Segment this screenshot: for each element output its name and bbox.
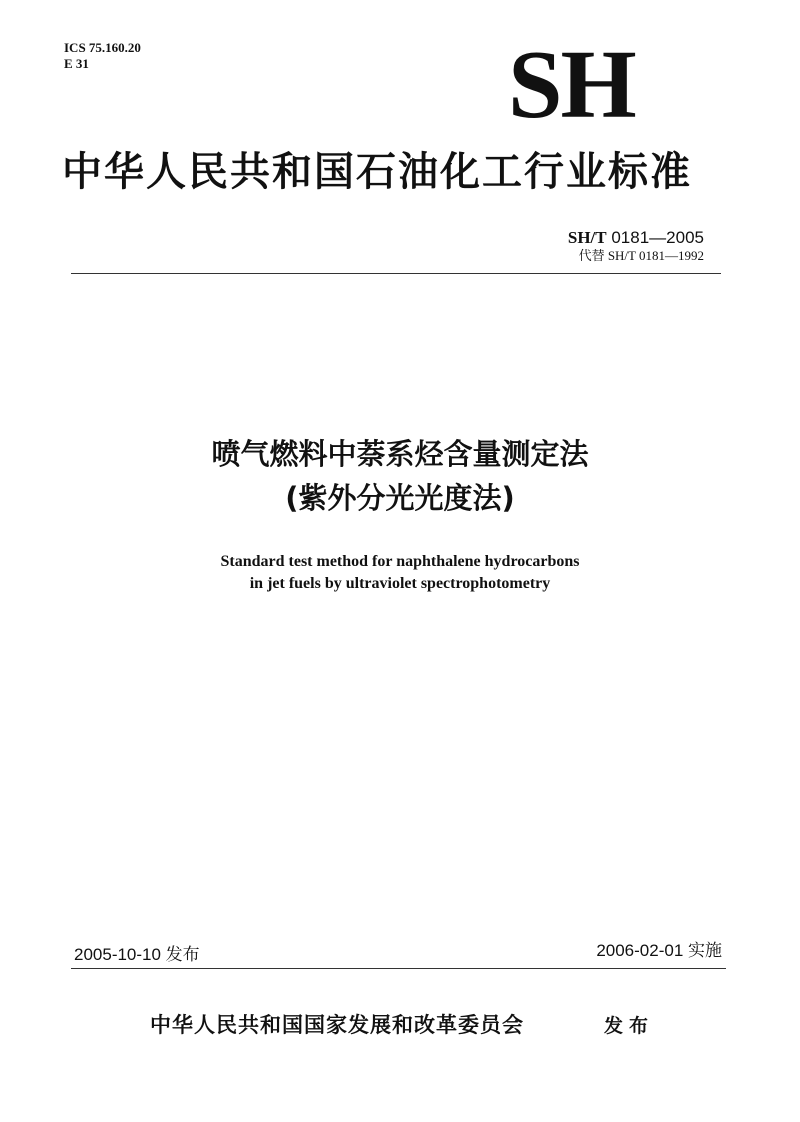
top-divider: [71, 273, 721, 274]
english-title-line-2: in jet fuels by ultraviolet spectrophotometry: [249, 575, 551, 592]
publisher: 中华人民共和国国家发展和改革委员会: [150, 1013, 524, 1037]
ccs-code: E 31: [64, 56, 89, 71]
sh-logo: SH: [508, 31, 635, 139]
publish-label: 发布: [604, 1015, 655, 1037]
organization-title: 中华人民共和国石油化工行业标准: [62, 149, 692, 195]
standard-number-block: [568, 228, 704, 264]
bottom-divider: [71, 968, 726, 969]
replaces-standard: 代替 SH/T 0181—1992: [578, 248, 704, 263]
standard-number: [568, 228, 704, 248]
issue-date: 2005-10-10 发布: [74, 945, 200, 964]
standard-code: 0181—2005: [606, 228, 704, 247]
standard-prefix: SH/T: [567, 228, 607, 247]
classification-codes: [64, 40, 141, 72]
ics-code: ICS 75.160.20: [64, 40, 141, 55]
english-title-line-1: Standard test method for naphthalene hydrocarbons: [220, 553, 580, 570]
chinese-title-line-2: (紫外分光光度法): [285, 481, 515, 515]
chinese-title: [0, 432, 800, 520]
implementation-date: 2006-02-01 实施: [596, 941, 722, 960]
chinese-title-line-1: 喷气燃料中萘系烃含量测定法: [211, 437, 589, 471]
english-title: [0, 551, 800, 595]
